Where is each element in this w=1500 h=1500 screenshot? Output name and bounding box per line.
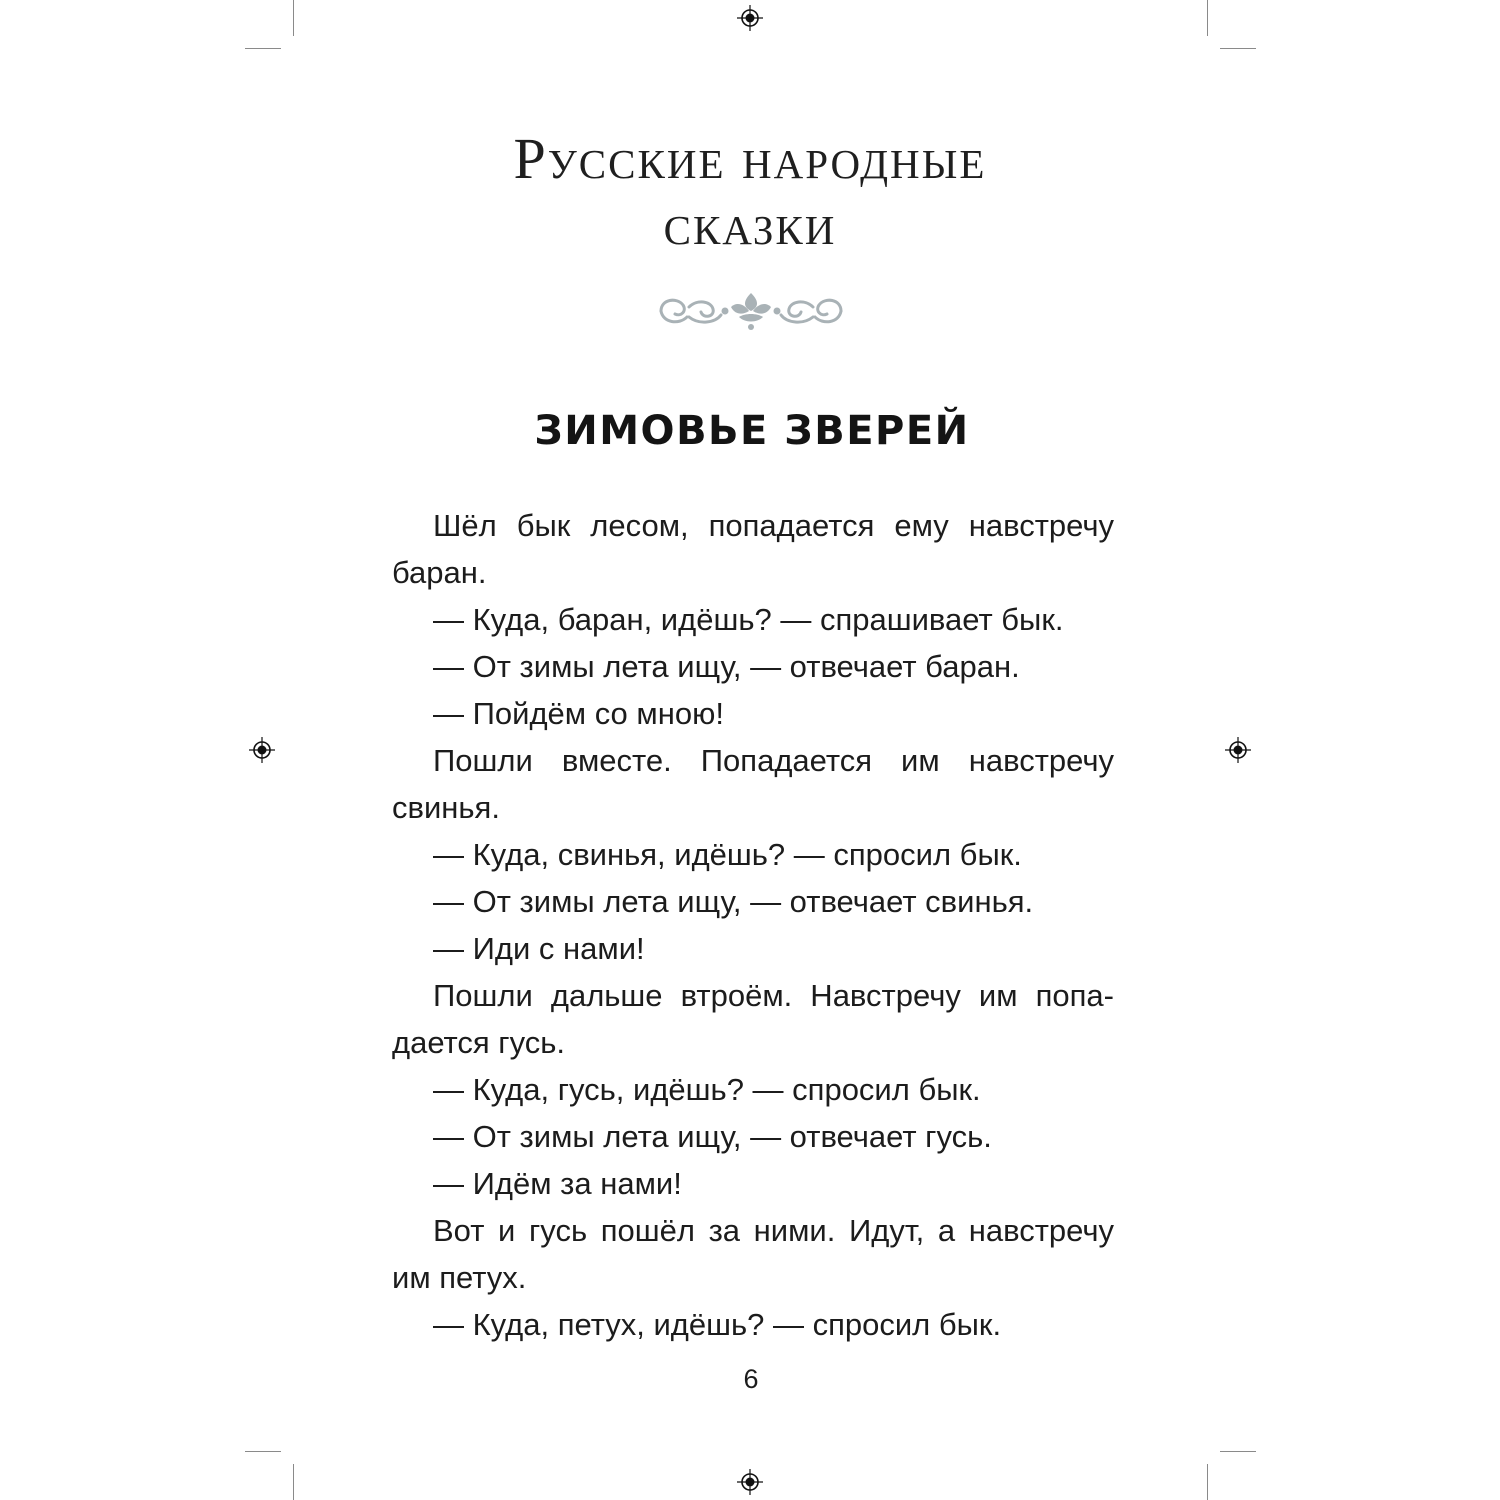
registration-mark-icon (737, 1469, 763, 1495)
paragraph: Шёл бык лесом, попадается ему навстречу баран. (392, 508, 1114, 590)
paragraph: — Куда, баран, идёшь? — спрашивает бык. (433, 602, 1064, 637)
paragraph: — Куда, свинья, идёшь? — спросил бык. (433, 837, 1022, 872)
paragraph: — От зимы лета ищу, — отвечает гусь. (433, 1119, 992, 1154)
story-body (392, 502, 1114, 1348)
registration-mark-icon (249, 737, 275, 763)
page-number: 6 (743, 1364, 759, 1394)
paragraph: — Пойдём со мною! (433, 696, 724, 731)
paragraph: Пошли вместе. Попадается им навстречу свинья. (392, 743, 1114, 825)
book-title-line-1 (0, 128, 1500, 190)
registration-mark-icon (1225, 737, 1251, 763)
paragraph: Вот и гусь пошёл за ними. Идут, а навстречу им петух. (392, 1213, 1114, 1295)
crop-mark-bottom-right-vertical (1207, 1464, 1208, 1500)
crop-mark-bottom-left-horizontal (245, 1451, 281, 1452)
book-title-line-1-text: Русские народные (513, 126, 987, 191)
book-title-line-2 (0, 194, 1500, 256)
registration-mark-icon (737, 5, 763, 31)
paragraph: — Куда, гусь, идёшь? — спросил бык. (433, 1072, 981, 1107)
paragraph: — Иди с нами! (433, 931, 645, 966)
crop-mark-top-left-vertical (293, 0, 294, 36)
paragraph: — От зимы лета ищу, — отвечает баран. (433, 649, 1020, 684)
paragraph: — Куда, петух, идёшь? — спросил бык. (433, 1307, 1002, 1342)
story-title: ЗИМОВЬЕ ЗВЕРЕЙ (534, 408, 970, 454)
crop-mark-top-left-horizontal (245, 48, 281, 49)
floral-ornament-icon (653, 287, 849, 335)
crop-mark-bottom-left-vertical (293, 1464, 294, 1500)
crop-mark-top-right-horizontal (1220, 48, 1256, 49)
paragraph: — Идём за нами! (433, 1166, 682, 1201)
crop-mark-bottom-right-horizontal (1220, 1451, 1256, 1452)
paragraph: — От зимы лета ищу, — отвечает свинья. (433, 884, 1034, 919)
crop-mark-top-right-vertical (1207, 0, 1208, 36)
book-title-line-2-text: сказки (663, 192, 837, 257)
paragraph: Пошли дальше втроём. Навстречу им попадается гусь. (392, 978, 1114, 1060)
